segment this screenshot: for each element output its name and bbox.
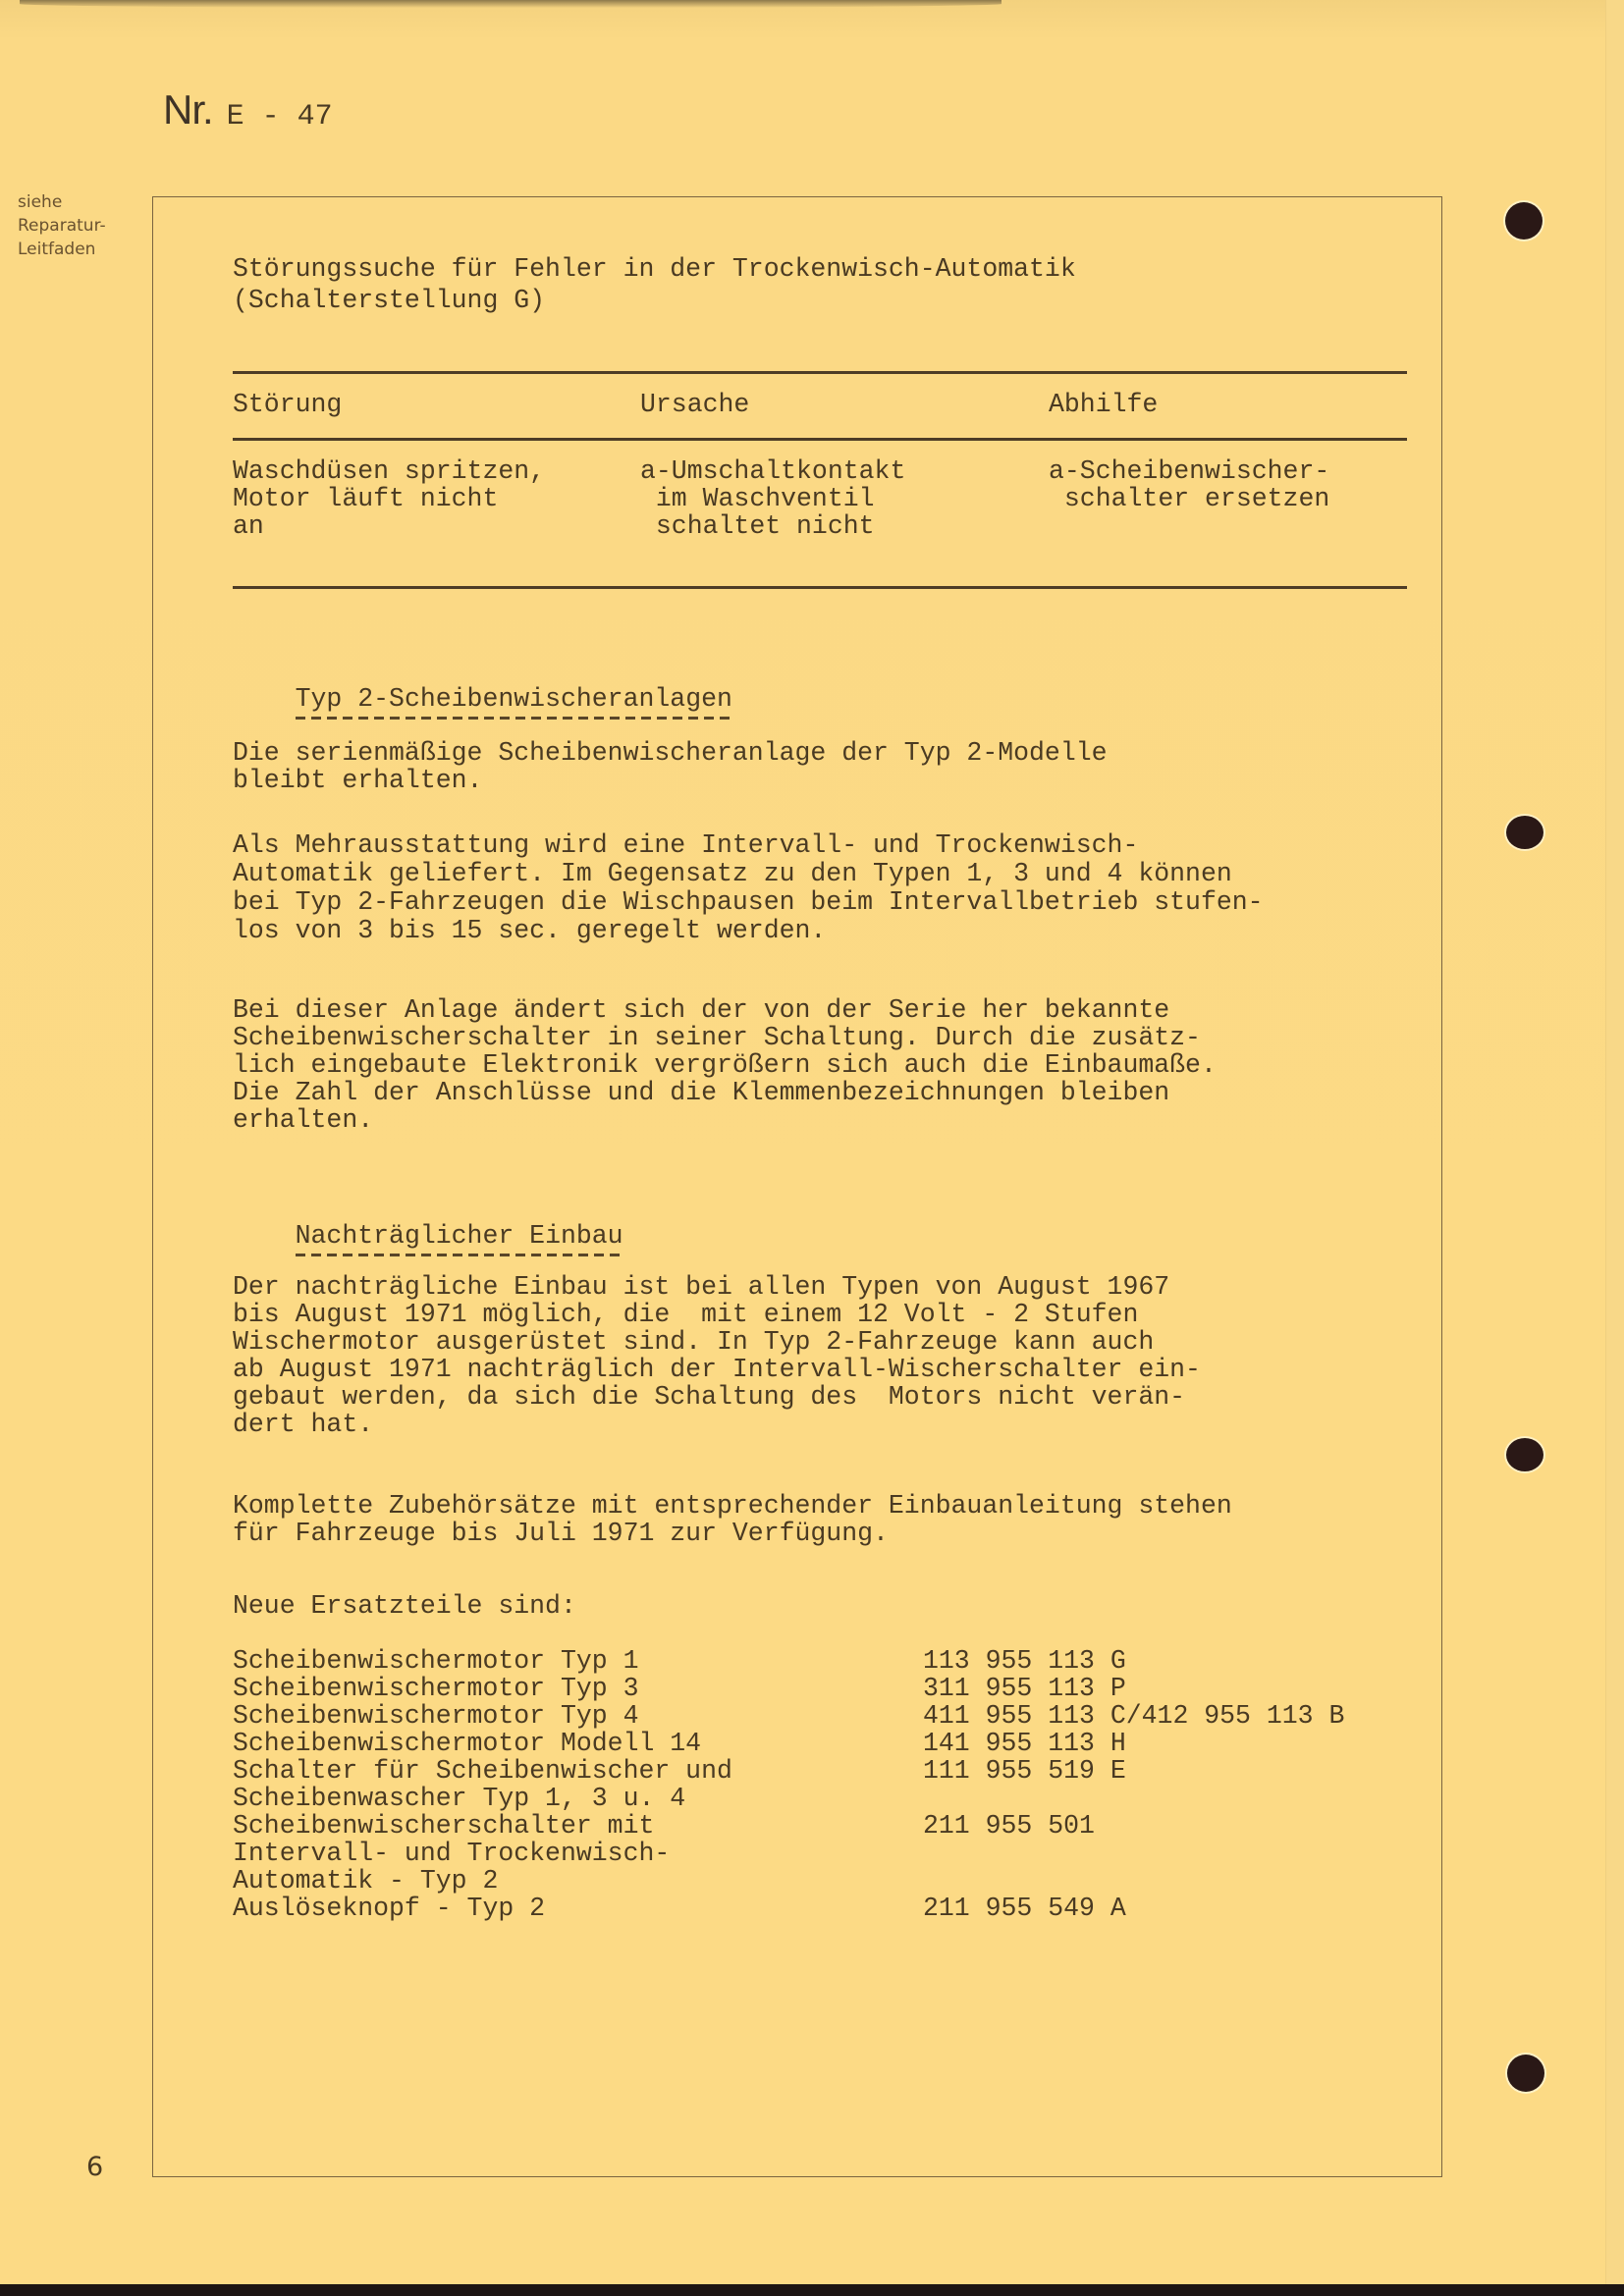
- part-number: 211 955 549 A: [923, 1894, 1126, 1923]
- table-header-abhilfe: Abhilfe: [1049, 390, 1159, 419]
- part-name: Schalter für Scheibenwischer und: [233, 1756, 732, 1786]
- paragraph-line: Automatik geliefert. Im Gegensatz zu den Typen 1, 3 und 4 können: [233, 859, 1232, 888]
- part-name: Scheibenwischermotor Typ 4: [233, 1701, 639, 1731]
- document-number: [163, 86, 333, 133]
- paragraph-line: Als Mehrausstattung wird eine Intervall- und Trockenwisch-: [233, 830, 1139, 860]
- punch-hole-icon: [1507, 2055, 1544, 2092]
- scan-bottom-band: [0, 2284, 1624, 2296]
- table-cell-stoerung: Waschdüsen spritzen,: [233, 456, 546, 486]
- part-name: Intervall- und Trockenwisch-: [233, 1839, 671, 1868]
- table-cell-stoerung: Motor läuft nicht: [233, 484, 499, 513]
- section-heading-typ2-text: Typ 2-Scheibenwischeranlagen: [295, 683, 732, 714]
- paragraph-line: gebaut werden, da sich die Schaltung des Motors nicht verän-: [233, 1382, 1186, 1412]
- part-number: 113 955 113 G: [923, 1646, 1126, 1676]
- part-name: Scheibenwischerschalter mit: [233, 1811, 655, 1841]
- paragraph-line: Der nachträgliche Einbau ist bei allen Typen von August 1967: [233, 1272, 1170, 1302]
- margin-note-line: Reparatur-: [18, 216, 106, 236]
- part-name: Automatik - Typ 2: [233, 1866, 499, 1896]
- troubleshooting-subtitle: (Schalterstellung G): [233, 286, 546, 315]
- part-name: Scheibenwascher Typ 1, 3 u. 4: [233, 1784, 686, 1813]
- document-number-value: E - 47: [226, 100, 333, 133]
- table-rule-bottom: [233, 586, 1407, 589]
- table-cell-abhilfe: schalter ersetzen: [1049, 484, 1330, 513]
- parts-intro: Neue Ersatzteile sind:: [233, 1591, 576, 1621]
- paragraph-line: bis August 1971 möglich, die mit einem 12 Volt - 2 Stufen: [233, 1300, 1139, 1329]
- paragraph-line: Die Zahl der Anschlüsse und die Klemmenbezeichnungen bleiben: [233, 1078, 1170, 1107]
- part-number: 111 955 519 E: [923, 1756, 1126, 1786]
- paragraph-line: Die serienmäßige Scheibenwischeranlage der Typ 2-Modelle: [233, 738, 1108, 768]
- part-number: 211 955 501: [923, 1811, 1095, 1841]
- table-cell-ursache: schaltet nicht: [640, 511, 875, 541]
- paragraph-line: erhalten.: [233, 1105, 374, 1135]
- paragraph-line: Bei dieser Anlage ändert sich der von der Serie her bekannte: [233, 995, 1170, 1025]
- page-right-edge: [1605, 0, 1624, 2284]
- troubleshooting-title: Störungssuche für Fehler in der Trockenwisch-Automatik: [233, 254, 1076, 284]
- section-heading-typ2: [233, 656, 732, 743]
- table-header-stoerung: Störung: [233, 390, 343, 419]
- part-name: Auslöseknopf - Typ 2: [233, 1894, 546, 1923]
- margin-note-line: siehe: [18, 192, 63, 212]
- punch-hole-icon: [1506, 816, 1543, 849]
- paragraph-line: Komplette Zubehörsätze mit entsprechender Einbauanleitung stehen: [233, 1491, 1232, 1521]
- part-number: 311 955 113 P: [923, 1674, 1126, 1703]
- page-number: 6: [86, 2152, 104, 2182]
- part-name: Scheibenwischermotor Typ 1: [233, 1646, 639, 1676]
- paragraph-line: Wischermotor ausgerüstet sind. In Typ 2-Fahrzeuge kann auch: [233, 1327, 1155, 1357]
- table-cell-abhilfe: a-Scheibenwischer-: [1049, 456, 1330, 486]
- paragraph-line: ab August 1971 nachträglich der Intervall-Wischerschalter ein-: [233, 1355, 1201, 1384]
- paragraph-line: lich eingebaute Elektronik vergrößern sich auch die Einbaumaße.: [233, 1050, 1217, 1080]
- table-rule-header: [233, 438, 1407, 441]
- paragraph-line: bei Typ 2-Fahrzeugen die Wischpausen beim Intervallbetrieb stufen-: [233, 887, 1264, 917]
- part-number: 141 955 113 H: [923, 1729, 1126, 1758]
- table-cell-ursache: im Waschventil: [640, 484, 875, 513]
- document-number-label: Nr.: [163, 86, 213, 133]
- page-top-shadow: [20, 0, 1001, 8]
- part-name: Scheibenwischermotor Modell 14: [233, 1729, 702, 1758]
- part-name: Scheibenwischermotor Typ 3: [233, 1674, 639, 1703]
- table-cell-stoerung: an: [233, 511, 264, 541]
- paragraph-line: für Fahrzeuge bis Juli 1971 zur Verfügung.: [233, 1519, 889, 1548]
- paragraph-line: dert hat.: [233, 1410, 374, 1439]
- punch-hole-icon: [1505, 202, 1543, 240]
- section-heading-einbau-text: Nachträglicher Einbau: [295, 1220, 623, 1251]
- margin-note-line: Leitfaden: [18, 240, 96, 259]
- part-number: 411 955 113 C/412 955 113 B: [923, 1701, 1345, 1731]
- paragraph-line: bleibt erhalten.: [233, 766, 483, 795]
- margin-note: [18, 190, 145, 261]
- table-header-ursache: Ursache: [640, 390, 750, 419]
- paragraph-line: Scheibenwischerschalter in seiner Schaltung. Durch die zusätz-: [233, 1023, 1201, 1052]
- table-cell-ursache: a-Umschaltkontakt: [640, 456, 906, 486]
- section-heading-einbau: [233, 1193, 623, 1280]
- paragraph-line: los von 3 bis 15 sec. geregelt werden.: [233, 916, 827, 945]
- punch-hole-icon: [1506, 1438, 1543, 1471]
- table-rule-top: [233, 371, 1407, 374]
